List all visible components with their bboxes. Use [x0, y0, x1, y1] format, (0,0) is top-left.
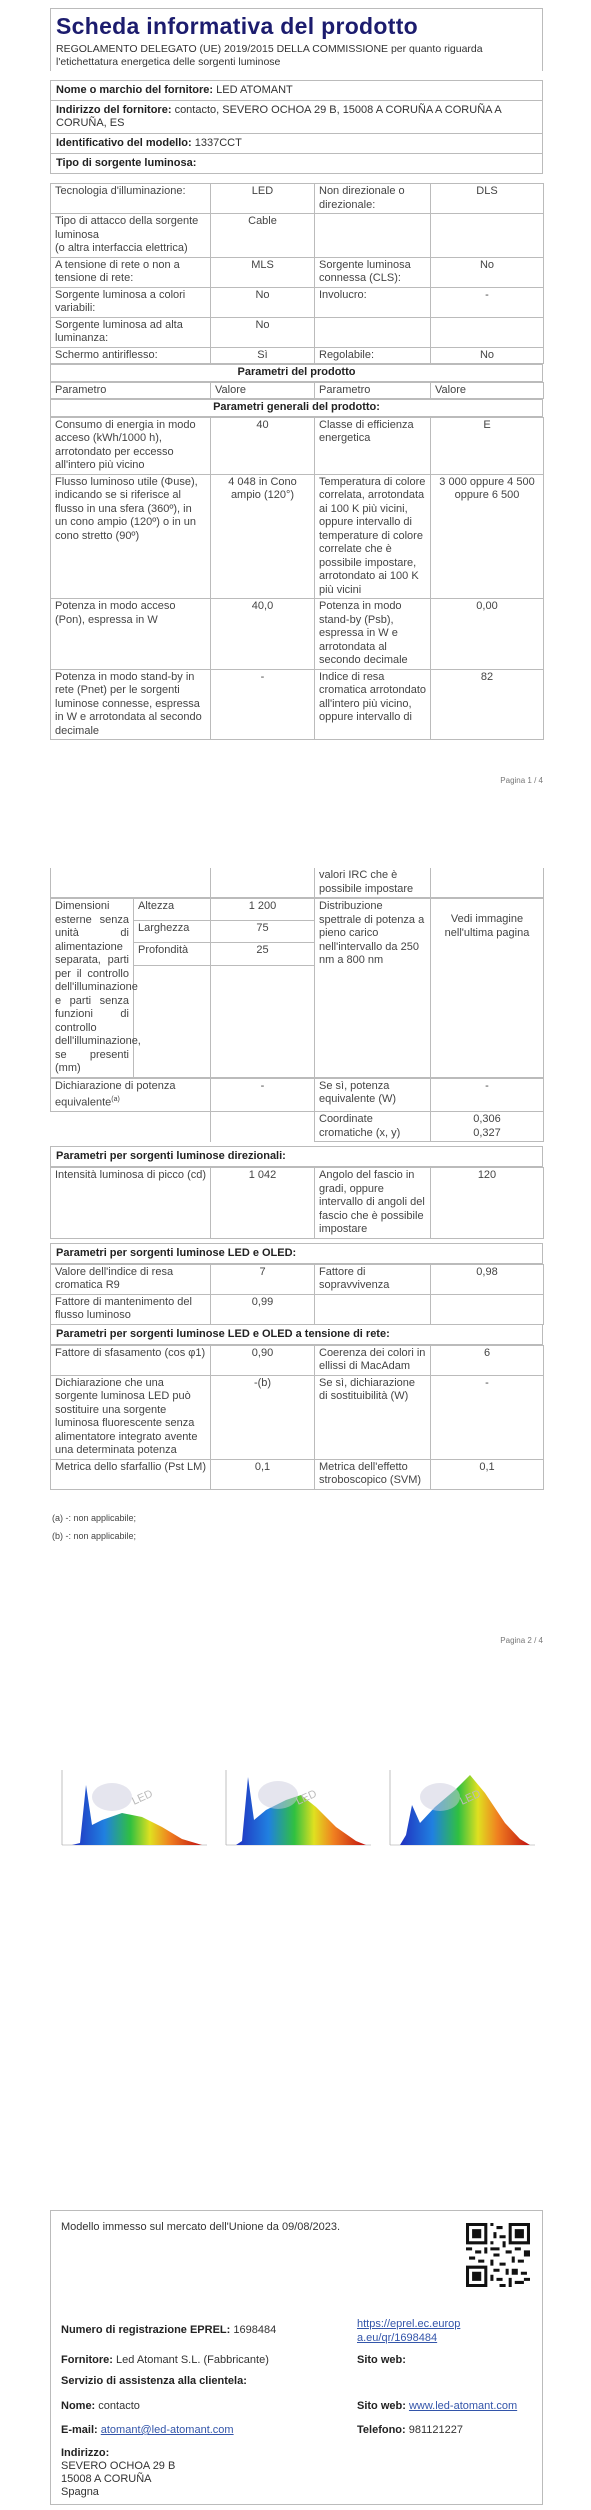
mains-rows-cell: Fattore di sfasamento (cos φ1) [51, 1345, 211, 1375]
note-a: (a) -: non applicabile; [52, 1513, 137, 1523]
mains-rows-cell: 0,90 [211, 1345, 315, 1375]
table-row [51, 184, 544, 214]
address-value: contacto, SEVERO OCHOA 29 B, 15008 A CORUÑA A CORUÑA A CORUÑA, ES [56, 104, 502, 129]
type-rows-cell: - [431, 287, 544, 317]
dims-width-label: Larghezza [134, 921, 211, 943]
type-rows-cell: LED [211, 184, 315, 214]
type-rows-cell: Tecnologia d'illuminazione: [51, 184, 211, 214]
equiv-watt-value: - [431, 1078, 544, 1112]
general-rows-cell: Classe di efficienza energetica [315, 417, 431, 474]
spectral-distribution-value: Vedi immagine nell'ultima pagina [431, 899, 544, 1078]
spectrum-image-4500k [216, 1765, 376, 1855]
note-b: (b) -: non applicabile; [52, 1531, 137, 1541]
address-label: Indirizzo del fornitore: [56, 104, 172, 116]
regulation-text: REGOLAMENTO DELEGATO (UE) 2019/2015 DELLA COMMISSIONE per quanto riguarda l'etichettatura energetica delle sorgenti luminose [56, 43, 483, 68]
mains-rows-cell: Dichiarazione che una sorgente luminosa LED può sostituire una sorgente luminosa fluorescente senza alimentatore integrato avente una determinata potenza [51, 1375, 211, 1459]
type-rows-cell: No [211, 317, 315, 347]
general-rows-cell: 4 048 in Cono ampio (120°) [211, 474, 315, 599]
type-rows-cell [315, 317, 431, 347]
general-rows-cell: - [211, 669, 315, 740]
type-rows-cell: Tipo di attacco della sorgente luminosa (o altra interfaccia elettrica) [51, 214, 211, 258]
model-value: 1337CCT [194, 137, 242, 149]
general-rows-cell: 40 [211, 417, 315, 474]
spectrum-image-3000k [52, 1765, 212, 1855]
eprel-value: 1698484 [233, 2324, 277, 2336]
model-label: Identificativo del modello: [56, 137, 192, 149]
general-rows-cell: Potenza in modo acceso (Pon), espressa in W [51, 599, 211, 670]
table-row [51, 214, 544, 258]
general-rows-cell: Temperatura di colore correlata, arrotondata ai 100 K più vicini, oppure intervallo di temperature di colore correlate che è possibile impostare, arrotondato ai 100 K più vicini [315, 474, 431, 599]
beam-angle-label: Angolo del fascio in gradi, oppure intervallo di angoli del fascio che è possibile impostare [315, 1168, 431, 1239]
general-header: Parametri generali del prodotto: [51, 400, 543, 417]
general-rows-cell: Indice di resa cromatica arrotondato all'intero più vicino, oppure intervallo di [315, 669, 431, 740]
led-rows-cell: Fattore di mantenimento del flusso luminoso [51, 1294, 211, 1324]
dims-label: Dimensioni esterne senza unità di alimentazione separata, parti per il controllo dell'illuminazione e parti senza funzioni di controllo dell'illuminazione, se presenti (mm) [51, 899, 134, 1078]
led-rows-cell: 7 [211, 1264, 315, 1294]
general-rows-cell: 0,00 [431, 599, 544, 670]
phone-value: 981121227 [408, 2424, 463, 2436]
mains-rows-cell: Coerenza dei colori in ellissi di MacAdam [315, 1345, 431, 1375]
dims-depth-label: Profondità [134, 943, 211, 965]
equiv-value: - [211, 1078, 315, 1112]
page-1 [0, 0, 591, 790]
type-rows-cell: Sorgente luminosa a colori variabili: [51, 287, 211, 317]
beam-angle-value: 120 [431, 1168, 544, 1239]
customer-service-heading: Servizio di assistenza alla clientela: [61, 2375, 247, 2387]
general-rows-cell: 40,0 [211, 599, 315, 670]
dims-height-value: 1 200 [211, 899, 315, 921]
svg-text:LED: LED [458, 1787, 483, 1808]
column-headers [51, 382, 544, 399]
table-row [51, 287, 544, 317]
contact-name-label: Nome: [61, 2400, 96, 2412]
general-rows-cell: 3 000 oppure 4 500 oppure 6 500 [431, 474, 544, 599]
supplier-label-footer: Fornitore: [61, 2354, 113, 2366]
type-rows-cell: Non direzionale o direzionale: [315, 184, 431, 214]
type-rows-cell: Schermo antiriflesso: [51, 347, 211, 364]
dir-header: Parametri per sorgenti luminose direzionali: [56, 1150, 286, 1163]
email-label: E-mail: [61, 2424, 98, 2436]
table-row [51, 1375, 544, 1459]
page2-table [50, 868, 543, 1490]
type-rows-cell: Sorgente luminosa connessa (CLS): [315, 257, 431, 287]
supplier-label: Nome o marchio del fornitore: [56, 84, 214, 96]
led-header: Parametri per sorgenti luminose LED e OLED: [56, 1246, 297, 1259]
page-title: Scheda informativa del prodotto [56, 13, 419, 39]
page-number-1: Pagina 1 / 4 [500, 776, 543, 785]
type-rows-cell [315, 214, 431, 258]
table-row [51, 474, 544, 599]
website-label-2: Sito web: [357, 2400, 406, 2412]
table-row [51, 599, 544, 670]
chroma-label: Coordinate cromatiche (x, y) [315, 1112, 431, 1142]
type-rows-cell: Involucro: [315, 287, 431, 317]
dims-height-label: Altezza [134, 899, 211, 921]
table-row [51, 317, 544, 347]
column-header: Valore [211, 382, 315, 399]
supplier-value-footer: Led Atomant S.L. (Fabbricante) [116, 2354, 269, 2366]
table-row [51, 1459, 544, 1489]
led-rows-cell [431, 1294, 544, 1324]
mains-rows-cell: Se sì, dichiarazione di sostituibilità (W) [315, 1375, 431, 1459]
website-link[interactable]: www.led-atomant.com [408, 2400, 518, 2412]
mains-rows-cell: 0,1 [431, 1459, 544, 1489]
supplier-info-card [50, 2210, 543, 2505]
chroma-value: 0,306 0,327 [431, 1112, 544, 1142]
led-rows-cell: 0,99 [211, 1294, 315, 1324]
table-row [51, 1264, 544, 1294]
table-row [51, 257, 544, 287]
cri-continuation: valori IRC che è possibile impostare [315, 868, 431, 898]
mains-rows-cell: Metrica dell'effetto stroboscopico (SVM) [315, 1459, 431, 1489]
column-header: Parametro [315, 382, 431, 399]
market-date: Modello immesso sul mercato dell'Unione da 09/08/2023. [61, 2221, 341, 2233]
qr-code[interactable] [466, 2223, 530, 2287]
website-label: Sito web: [357, 2354, 406, 2366]
general-rows-cell: E [431, 417, 544, 474]
dims-width-value: 75 [211, 921, 315, 943]
led-rows-cell: Valore dell'indice di resa cromatica R9 [51, 1264, 211, 1294]
type-rows-cell [431, 214, 544, 258]
table-row [51, 347, 544, 364]
type-header: Tipo di sorgente luminosa: [56, 157, 197, 169]
general-rows-cell: Potenza in modo stand-by in rete (Pnet) per le sorgenti luminose connesse, espressa in W e arrotondata al secondo decimale [51, 669, 211, 740]
equiv-watt-label: Se sì, potenza equivalente (W) [315, 1078, 431, 1112]
column-header: Parametro [51, 382, 211, 399]
contact-name-value: contacto [98, 2400, 140, 2412]
page-number-2: Pagina 2 / 4 [500, 1636, 543, 1645]
type-rows-cell: Cable [211, 214, 315, 258]
spectral-distribution-label: Distribuzione spettrale di potenza a pieno carico nell'intervallo da 250 nm a 800 nm [315, 899, 431, 1078]
table-row [51, 669, 544, 740]
mains-rows-cell: - [431, 1375, 544, 1459]
svg-text:LED: LED [294, 1787, 319, 1808]
peak-intensity-value: 1 042 [211, 1168, 315, 1239]
params-header: Parametri del prodotto [51, 365, 543, 382]
supplier-value: LED ATOMANT [216, 84, 293, 96]
type-table [50, 183, 543, 740]
svg-text:LED: LED [130, 1787, 155, 1808]
type-rows-cell: Sorgente luminosa ad alta luminanza: [51, 317, 211, 347]
led-rows-cell [315, 1294, 431, 1324]
page-2 [0, 860, 591, 1660]
general-rows-cell: Potenza in modo stand-by (Psb), espressa in W e arrotondata al secondo decimale [315, 599, 431, 670]
phone-label: Telefono: [357, 2424, 406, 2436]
address-block: Indirizzo: SEVERO OCHOA 29 B 15008 A CORUÑA Spagna [61, 2447, 176, 2498]
type-rows-cell: A tensione di rete o non a tensione di rete: [51, 257, 211, 287]
peak-intensity-label: Intensità luminosa di picco (cd) [51, 1168, 211, 1239]
supplier-block [50, 80, 543, 174]
email-link[interactable]: atomant@led-atomant.com [100, 2424, 234, 2436]
table-row [51, 1294, 544, 1324]
general-rows-cell: 82 [431, 669, 544, 740]
type-rows-cell: No [431, 257, 544, 287]
type-rows-cell: Sì [211, 347, 315, 364]
sheet-header [50, 8, 543, 71]
dims-depth-value: 25 [211, 943, 315, 965]
equiv-label: Dichiarazione di potenza equivalente$^{(a)}$ [51, 1078, 211, 1112]
led-rows-cell: 0,98 [431, 1264, 544, 1294]
type-rows-cell: Regolabile: [315, 347, 431, 364]
type-rows-cell [431, 317, 544, 347]
eprel-link[interactable]: https://eprel.ec.europa.eu/qr/1698484 [357, 2318, 461, 2344]
type-rows-cell: MLS [211, 257, 315, 287]
eprel-label: Numero di registrazione EPREL: [61, 2324, 231, 2336]
type-rows-cell: No [211, 287, 315, 317]
spectrum-image-6500k [380, 1765, 540, 1855]
column-header: Valore [431, 382, 544, 399]
mains-rows-cell: 6 [431, 1345, 544, 1375]
type-rows-cell: DLS [431, 184, 544, 214]
mains-rows-cell: Metrica dello sfarfallio (Pst LM) [51, 1459, 211, 1489]
mains-rows-cell: 0,1 [211, 1459, 315, 1489]
table-row [51, 417, 544, 474]
type-rows-cell: No [431, 347, 544, 364]
mains-rows-cell: -(b) [211, 1375, 315, 1459]
general-rows-cell: Flusso luminoso utile (Φuse), indicando se si riferisce al flusso in una sfera (360º), in un cono ampio (120º) o in un cono stretto (90º) [51, 474, 211, 599]
general-rows-cell: Consumo di energia in modo acceso (kWh/1000 h), arrotondato per eccesso all'intero più vicino [51, 417, 211, 474]
table-row [51, 1345, 544, 1375]
mains-header: Parametri per sorgenti luminose LED e OLED a tensione di rete: [56, 1327, 390, 1340]
led-rows-cell: Fattore di sopravvivenza [315, 1264, 431, 1294]
